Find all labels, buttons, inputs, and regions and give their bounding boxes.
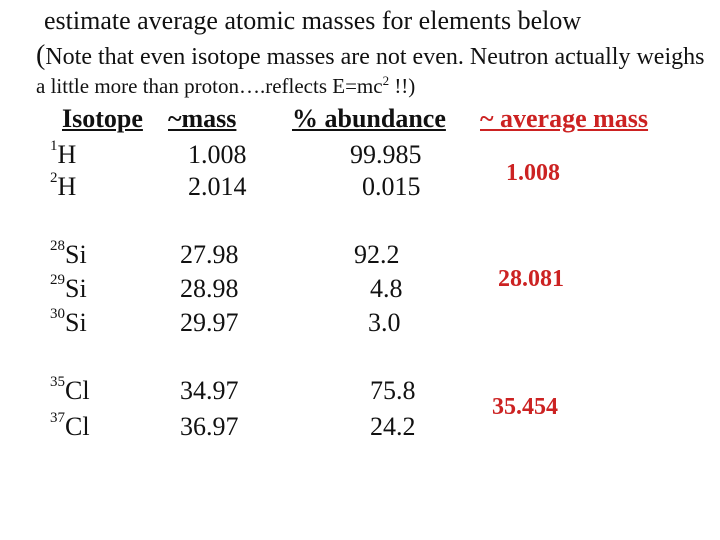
header-average-mass: ~ average mass bbox=[480, 104, 649, 133]
mass-number: 29 bbox=[50, 272, 65, 288]
isotope-abundance: 0.015 bbox=[362, 172, 421, 201]
isotope-mass: 34.97 bbox=[180, 376, 239, 405]
header-mass: ~mass bbox=[168, 104, 237, 133]
note-superscript: 2 bbox=[382, 73, 390, 88]
average-mass-value: 1.008 bbox=[506, 160, 560, 186]
isotope-label bbox=[50, 412, 90, 442]
isotope-abundance: 75.8 bbox=[370, 376, 416, 405]
header-isotope: Isotope bbox=[62, 104, 143, 133]
page-title: estimate average atomic masses for elements below bbox=[44, 6, 582, 35]
element-symbol: Cl bbox=[65, 412, 90, 441]
note-line-2 bbox=[36, 73, 415, 99]
isotope-label bbox=[50, 274, 87, 304]
isotope-mass: 28.98 bbox=[180, 274, 239, 303]
element-symbol: Cl bbox=[65, 376, 90, 405]
element-symbol: H bbox=[57, 140, 77, 169]
isotope-mass: 29.97 bbox=[180, 308, 239, 337]
note-open-paren: ( bbox=[36, 40, 46, 71]
note-text-2: a little more than proton….reflects E=mc bbox=[36, 74, 383, 98]
element-symbol: Si bbox=[65, 308, 87, 337]
element-symbol: Si bbox=[65, 274, 87, 303]
mass-number: 1 bbox=[50, 138, 58, 154]
mass-number: 30 bbox=[50, 306, 65, 322]
isotope-label bbox=[50, 240, 87, 270]
isotope-mass: 27.98 bbox=[180, 240, 239, 269]
isotope-abundance: 92.2 bbox=[354, 240, 400, 269]
note-text-1: Note that even isotope masses are not even. Neutron actually weighs bbox=[45, 44, 705, 70]
element-symbol: H bbox=[57, 172, 77, 201]
isotope-abundance: 99.985 bbox=[350, 140, 422, 169]
isotope-mass: 2.014 bbox=[188, 172, 247, 201]
isotope-abundance: 4.8 bbox=[370, 274, 403, 303]
note-line-1 bbox=[36, 40, 704, 72]
average-mass-value: 28.081 bbox=[498, 266, 564, 292]
average-mass-value: 35.454 bbox=[492, 394, 558, 420]
element-symbol: Si bbox=[65, 240, 87, 269]
isotope-label bbox=[50, 172, 76, 202]
mass-number: 35 bbox=[50, 374, 65, 390]
isotope-label bbox=[50, 376, 90, 406]
isotope-label bbox=[50, 140, 76, 170]
isotope-abundance: 3.0 bbox=[368, 308, 401, 337]
isotope-label bbox=[50, 308, 87, 338]
header-abundance: % abundance bbox=[292, 104, 446, 133]
mass-number: 28 bbox=[50, 238, 65, 254]
note-text-2-end: !!) bbox=[389, 74, 416, 98]
isotope-mass: 36.97 bbox=[180, 412, 239, 441]
mass-number: 37 bbox=[50, 410, 65, 426]
isotope-mass: 1.008 bbox=[188, 140, 247, 169]
isotope-abundance: 24.2 bbox=[370, 412, 416, 441]
mass-number: 2 bbox=[50, 170, 58, 186]
